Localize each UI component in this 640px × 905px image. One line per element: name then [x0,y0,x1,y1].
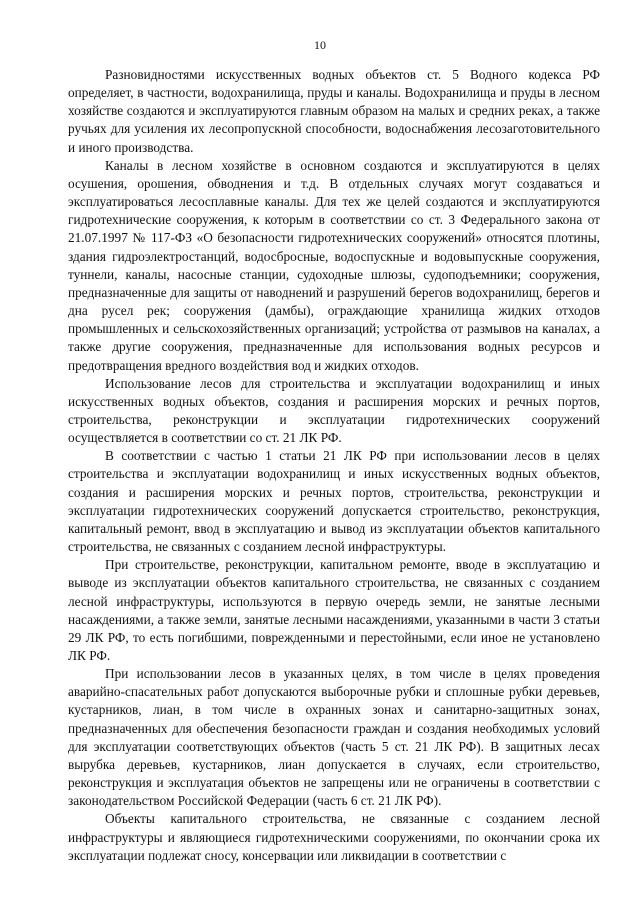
body-text [68,66,600,865]
paragraph-4: В соответствии с частью 1 статьи 21 ЛК РФ при использовании лесов в целях строительства и эксплуатации водохранилищ и иных искусственных водных объектов, создания и расширения морских и речных портов, строительства, реконструкции и эксплуатации гидротехнических сооружений допускается строительство, реконструкция, капитальный ремонт, ввод в эксплуатацию и вывод из эксплуатации объектов капитального строительства, не связанных с созданием лесной инфраструктуры. [68,448,600,555]
paragraph-1: Разновидностями искусственных водных объектов ст. 5 Водного кодекса РФ определяет, в частности, водохранилища, пруды и каналы. Водохранилища и пруды в лесном хозяйстве создаются и эксплуатируются главным образом на малых и средних реках, а также ручьях для усиления их лесопропускной способности, водоснабжения лесозаготовительного и иного производства. [68,67,600,155]
paragraph-5: При строительстве, реконструкции, капитальном ремонте, вводе в эксплуатацию и выводе из эксплуатации объектов капитального строительства, не связанных с созданием лесной инфраструктуры, используются в первую очередь земли, не занятые лесными насаждениями, а также земли, занятые лесными насаждениями, указанными в части 3 статьи 29 ЛК РФ, то есть погибшими, поврежденными и перестойными, если иное не установлено ЛК РФ. [68,557,600,663]
paragraph-2: Каналы в лесном хозяйстве в основном создаются и эксплуатируются в целях осушения, орошения, обводнения и т.д. В отдельных случаях могут создаваться и эксплуатироваться лесосплавные каналы. Для тех же целей создаются и эксплуатируются гидротехнические сооружения, к которым в соответствии со ст. 3 Федерального закона от 21.07.1997 № 117-ФЗ «О безопасности гидротехнических сооружений» относятся плотины, здания гидроэлектростанций, водосбросные, водоспускные и водовыпускные сооружения, туннели, каналы, насосные станции, судоходные шлюзы, судоподъемники; сооружения, предназначенные для защиты от наводнений и разрушений берегов водохранилищ, берегов и дна русел рек; сооружения (дамбы), ограждающие хранилища жидких отходов промышленных и сельскохозяйственных организаций; устройства от размывов на каналах, а также другие сооружения, предназначенные для использования водных ресурсов и предотвращения вредного воздействия вод и жидких отходов. [68,157,600,373]
paragraph-7: Объекты капитального строительства, не связанные с созданием лесной инфраструктуры и являющиеся гидротехническими сооружениями, по окончании срока их эксплуатации подлежат сносу, консервации или ликвидации в соответствии с [68,811,600,863]
paragraph-3: Использование лесов для строительства и эксплуатации водохранилищ и иных искусственных водных объектов, создания и расширения морских и речных портов, строительства, реконструкции и эксплуатации гидротехнических сооружений осуществляется в соответствии со ст. 21 ЛК РФ. [68,375,600,446]
page-number: 10 [314,38,326,52]
paragraph-6: При использовании лесов в указанных целях, в том числе в целях проведения аварийно-спасательных работ допускаются выборочные рубки и сплошные рубки деревьев, кустарников, лиан, в том числе в охранных зонах и санитарно-защитных зонах, предназначенных для обеспечения безопасности граждан и создания необходимых условий для эксплуатации соответствующих объектов (часть 5 ст. 21 ЛК РФ). В защитных лесах вырубка деревьев, кустарников, лиан допускается в случаях, если строительство, реконструкция и эксплуатация объектов не запрещены или не ограничены в соответствии с законодательством Российской Федерации (часть 6 ст. 21 ЛК РФ). [68,666,600,809]
